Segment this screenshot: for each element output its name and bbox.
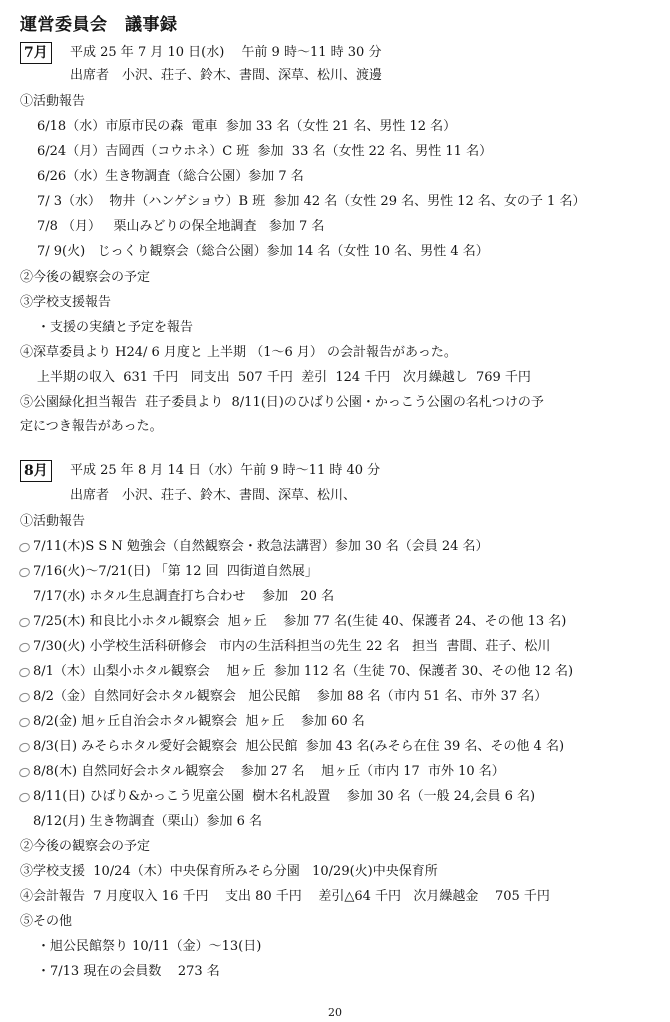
school-heading-july: ③学校支援報告 (20, 295, 112, 310)
activity-line: 6/18（水）市原市民の森 電車 参加 33 名（女性 21 名、男性 12 名） (37, 119, 457, 134)
activity-line: 7/25(木) 和良比小ホタル観察会 旭ヶ丘 参加 77 名(生徒 40、保護者 24、その他 13 名) (33, 614, 567, 629)
future-heading-august: ②今後の観察会の予定 (20, 839, 151, 854)
check-mark-icon (18, 691, 31, 703)
activity-line: 7/30(火) 小学校生活科研修会 市内の生活科担当の先生 22 名 担当 書間、荘子、松川 (33, 639, 551, 654)
activity-line: 8/2(金) 旭ヶ丘自治会ホタル観察会 旭ヶ丘 参加 60 名 (33, 714, 365, 729)
activity-line: 8/2（金）自然同好会ホタル観察会 旭公民館 参加 88 名（市内 51 名、市外 37 名） (33, 689, 548, 704)
finance-heading-july: ④深草委員より H24/ 6 月度と 上半期 （1～6 月） の会計報告があった。 (20, 345, 457, 360)
school-support-august: ③学校支援 10/24（木）中央保育所みそら分園 10/29(火)中央保育所 (20, 864, 438, 879)
future-heading-july: ②今後の観察会の予定 (20, 270, 151, 285)
activity-heading-july: ①活動報告 (20, 94, 86, 109)
document-title: 運営委員会 議事録 (20, 15, 178, 35)
activity-line: 7/ 3（水） 物井（ハンゲショウ）B 班 参加 42 名（女性 29 名、男性 12 名、女の子 1 名） (37, 194, 586, 209)
meeting-date-august: 平成 25 年 8 月 14 日（水）午前 9 時～11 時 40 分 (70, 463, 381, 478)
attendees-august: 出席者 小沢、荘子、鈴木、書間、深草、松川、 (70, 488, 357, 503)
activity-line: 7/11(木)S S N 勉強会（自然観察会・救急法講習）参加 30 名（会員 24 名） (33, 539, 489, 554)
other-item: ・7/13 現在の会員数 273 名 (37, 964, 220, 979)
activity-line: 6/24（月）吉岡西（コウホネ）C 班 参加 33 名（女性 22 名、男性 11 名） (37, 144, 493, 159)
check-mark-icon (18, 716, 31, 728)
check-mark-icon (18, 666, 31, 678)
park-report-line-2: 定につき報告があった。 (20, 419, 163, 434)
page-number: 20 (328, 1006, 342, 1019)
activity-line: 7/17(水) ホタル生息調査打ち合わせ 参加 20 名 (33, 589, 335, 604)
activity-line: 8/3(日) みそらホタル愛好会観察会 旭公民館 参加 43 名(みそら在住 39 名、その他 4 名) (33, 739, 565, 754)
school-item-july: ・支援の実績と予定を報告 (37, 320, 194, 335)
check-mark-icon (18, 741, 31, 753)
check-mark-icon (18, 566, 31, 578)
activity-heading-august: ①活動報告 (20, 514, 86, 529)
activity-line: 7/16(火)～7/21(日) 「第 12 回 四街道自然展」 (33, 564, 318, 579)
month-label-august: 8月 (20, 460, 52, 482)
finance-report-august: ④会計報告 7 月度収入 16 千円 支出 80 千円 差引△64 千円 次月繰越金 705 千円 (20, 889, 550, 904)
meeting-date-july: 平成 25 年 7 月 10 日(水) 午前 9 時～11 時 30 分 (70, 45, 382, 60)
activity-line: 7/8 （月） 栗山みどりの保全地調査 参加 7 名 (37, 219, 325, 234)
activity-line: 8/11(日) ひばり&かっこう児童公園 樹木名札設置 参加 30 名（一般 24,会員 6 名) (33, 789, 536, 804)
finance-detail-july: 上半期の収入 631 千円 同支出 507 千円 差引 124 千円 次月繰越し 769 千円 (37, 370, 531, 385)
month-label-july: 7月 (20, 42, 52, 64)
activity-line: 8/12(月) 生き物調査（栗山）参加 6 名 (33, 814, 263, 829)
activity-line: 8/8(木) 自然同好会ホタル観察会 参加 27 名 旭ヶ丘（市内 17 市外 10 名） (33, 764, 505, 779)
other-item: ・旭公民館祭り 10/11（金）～13(日) (37, 939, 262, 954)
check-mark-icon (18, 766, 31, 778)
check-mark-icon (18, 791, 31, 803)
other-heading-august: ⑤その他 (20, 914, 73, 929)
park-report-line-1: ⑤公園緑化担当報告 荘子委員より 8/11(日)のひばり公園・かっこう公園の名札つけの予 (20, 395, 544, 410)
check-mark-icon (18, 616, 31, 628)
check-mark-icon (18, 641, 31, 653)
attendees-july: 出席者 小沢、荘子、鈴木、書間、深草、松川、渡邊 (70, 68, 383, 83)
check-mark-icon (18, 541, 31, 553)
activity-line: 7/ 9(火) じっくり観察会（総合公園）参加 14 名（女性 10 名、男性 4 名） (37, 244, 489, 259)
activity-line: 6/26（水）生き物調査（総合公園）参加 7 名 (37, 169, 304, 184)
activity-line: 8/1（木）山梨小ホタル観察会 旭ヶ丘 参加 112 名（生徒 70、保護者 30、その他 12 名) (33, 664, 574, 679)
